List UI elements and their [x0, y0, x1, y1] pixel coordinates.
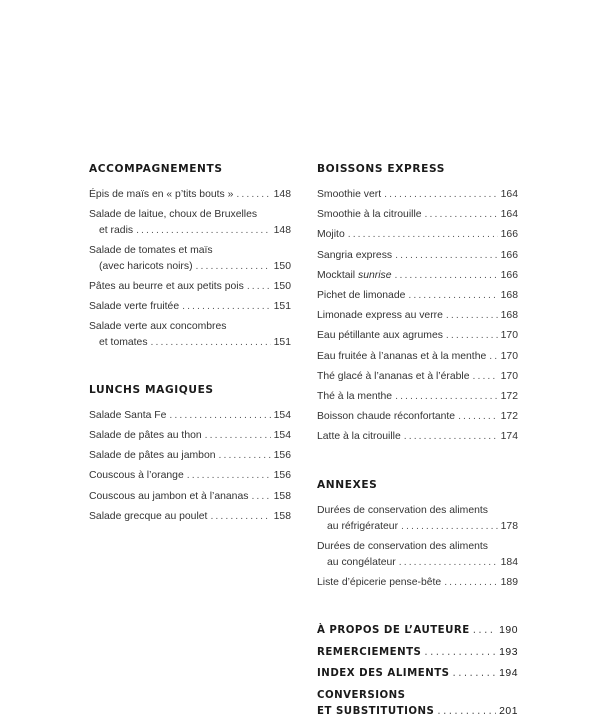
dot-leader [182, 299, 271, 315]
entry-title: (avec haricots noirs) [99, 260, 193, 272]
entry-title: Couscous à l’orange [89, 470, 184, 482]
page-number: 148 [273, 224, 291, 236]
dot-leader [395, 248, 498, 264]
entry-title: Smoothie vert [317, 189, 382, 200]
entry-title-line: Salade de laitue, choux de Bruxelles [89, 209, 258, 221]
page-number: 166 [500, 249, 518, 261]
section-boissons-express [317, 163, 518, 445]
dot-leader [399, 555, 498, 571]
toc-entry[interactable] [317, 409, 518, 425]
entry-title: Salade verte fruitée [89, 300, 180, 312]
page-number: 178 [500, 521, 518, 533]
dot-leader [473, 623, 496, 639]
entry-title-line: CONVERSIONS [317, 689, 406, 701]
page-number: 194 [499, 668, 518, 680]
entry-title: Pâtes au beurre et aux petits pois [89, 280, 244, 292]
entry-title [317, 268, 392, 284]
page-number: 201 [499, 705, 518, 717]
section-lunchs-magiques [89, 384, 291, 525]
entry-title: À PROPOS DE L’AUTEURE [317, 625, 470, 637]
dot-leader [489, 349, 497, 365]
section-heading: BOISSONS EXPRESS [317, 163, 445, 175]
toc-entry[interactable] [317, 389, 518, 405]
toc-entry[interactable] [89, 468, 291, 484]
toc-entry[interactable] [317, 227, 518, 243]
page-number: 150 [273, 260, 291, 272]
entry-title: au congélateur [327, 556, 396, 568]
toc-entry[interactable] [317, 503, 518, 534]
page-number: 193 [499, 646, 518, 658]
page-number: 166 [500, 269, 518, 281]
entry-title: Pichet de limonade [317, 289, 406, 301]
entry-title: Salade de pâtes au thon [89, 430, 202, 442]
page-number: 154 [273, 409, 291, 421]
entry-title-line: Durées de conservation des aliments [317, 541, 488, 553]
page-number: 172 [500, 390, 518, 402]
page-number: 151 [273, 336, 291, 348]
dot-leader [196, 259, 271, 275]
dot-leader [219, 448, 271, 464]
dot-leader [169, 408, 270, 424]
toc-entry[interactable] [89, 243, 291, 274]
section-accompagnements [89, 163, 291, 350]
entry-title-part: Mocktail [317, 269, 358, 281]
dot-leader [187, 468, 271, 484]
page-number: 158 [273, 490, 291, 502]
entry-title: Liste d’épicerie pense-bête [317, 577, 442, 588]
toc-entry[interactable] [317, 248, 518, 264]
page-number: 168 [500, 289, 518, 301]
entry-title: Limonade express au verre [317, 310, 443, 322]
entry-title: Thé à la menthe [317, 390, 393, 402]
toc-entry[interactable] [317, 328, 518, 344]
toc-entry[interactable] [317, 187, 518, 203]
toc-entry[interactable] [317, 349, 518, 365]
section-heading: ACCOMPAGNEMENTS [89, 163, 223, 175]
entry-title: Smoothie à la citrouille [317, 209, 422, 221]
dot-leader [251, 489, 270, 505]
section-back-matter [317, 623, 518, 719]
entry-title: ET SUBSTITUTIONS [317, 705, 435, 717]
dot-leader [437, 704, 496, 720]
toc-entry[interactable] [89, 428, 291, 444]
dot-leader [395, 389, 498, 405]
dot-leader [404, 429, 498, 445]
toc-entry[interactable] [317, 207, 518, 223]
entry-title: Sangria express [317, 249, 393, 261]
toc-right-column [317, 163, 518, 725]
page-number: 164 [500, 189, 518, 200]
page-number: 164 [500, 209, 518, 221]
dot-leader [384, 187, 498, 203]
entry-title: Eau pétillante aux agrumes [317, 330, 443, 342]
entry-title: Salade grecque au poulet [89, 510, 208, 522]
toc-entry[interactable] [317, 539, 518, 570]
dot-leader [408, 288, 497, 304]
dot-leader [425, 207, 498, 223]
dot-leader [446, 308, 498, 324]
dot-leader [446, 328, 498, 344]
toc-entry-thanks[interactable] [317, 645, 518, 661]
toc-entry-about[interactable] [317, 623, 518, 639]
page-number: 154 [273, 430, 291, 442]
page-number: 184 [500, 556, 518, 568]
toc-entry[interactable] [89, 279, 291, 295]
toc-left-column [89, 163, 291, 529]
dot-leader [458, 409, 498, 425]
page-number: 189 [500, 577, 518, 588]
page-number: 170 [500, 330, 518, 342]
toc-entry[interactable] [89, 408, 291, 424]
entry-title: Latte à la citrouille [317, 431, 401, 443]
toc-entry[interactable] [89, 319, 291, 350]
dot-leader [424, 645, 496, 661]
page-number: 170 [500, 350, 518, 362]
dot-leader [210, 509, 270, 525]
entry-title: au réfrigérateur [327, 521, 399, 533]
dot-leader [395, 268, 498, 284]
page-number: 172 [500, 411, 518, 423]
dot-leader [247, 279, 271, 295]
toc-entry[interactable] [89, 489, 291, 505]
dot-leader [453, 666, 497, 682]
page-number: 150 [273, 280, 291, 292]
toc-entry[interactable] [89, 509, 291, 525]
entry-title: Boisson chaude réconfortante [317, 411, 456, 423]
page-number: 151 [273, 300, 291, 312]
entry-title: INDEX DES ALIMENTS [317, 668, 450, 680]
page-number: 168 [500, 310, 518, 322]
entry-title: et radis [99, 224, 134, 236]
entry-title: Eau fruitée à l’ananas et à la menthe [317, 350, 487, 362]
page-number: 190 [499, 625, 518, 637]
dot-leader [401, 519, 498, 535]
dot-leader [205, 428, 271, 444]
dot-leader [348, 227, 498, 243]
toc-entry[interactable] [317, 308, 518, 324]
section-heading: ANNEXES [317, 479, 378, 492]
page-number: 166 [500, 229, 518, 241]
page-number: 170 [500, 370, 518, 382]
toc-entry[interactable] [317, 429, 518, 445]
entry-title: et tomates [99, 336, 148, 348]
entry-title: Mojito [317, 229, 345, 241]
entry-title: Salade Santa Fe [89, 409, 167, 421]
entry-title-italic: sunrise [358, 269, 392, 281]
entry-title: Salade de pâtes au jambon [89, 450, 216, 462]
entry-title-line: Salade verte aux concombres [89, 321, 227, 333]
entry-title-line: Durées de conservation des aliments [317, 505, 488, 517]
page-number: 148 [273, 189, 291, 200]
page-number: 156 [273, 450, 291, 462]
entry-title: Couscous au jambon et à l’ananas [89, 490, 249, 502]
dot-leader [136, 223, 271, 239]
dot-leader [473, 369, 498, 385]
toc-entry-conversions[interactable] [317, 688, 518, 719]
section-heading: LUNCHS MAGIQUES [89, 383, 214, 396]
page-number: 158 [273, 510, 291, 522]
entry-title: Thé glacé à l’ananas et à l’érable [317, 370, 470, 382]
toc-entry[interactable] [89, 207, 291, 238]
dot-leader [151, 335, 271, 351]
dot-leader [444, 575, 497, 591]
toc-entry[interactable] [317, 268, 518, 284]
toc-entry[interactable] [317, 575, 518, 591]
entry-title-line: Salade de tomates et maïs [89, 244, 213, 256]
toc-entry-index[interactable] [317, 666, 518, 682]
toc-entry[interactable] [89, 187, 291, 203]
toc-entry[interactable] [317, 288, 518, 304]
toc-entry[interactable] [89, 299, 291, 315]
section-annexes [317, 479, 518, 590]
toc-entry[interactable] [89, 448, 291, 464]
page-number: 174 [500, 431, 518, 443]
dot-leader [236, 187, 270, 203]
toc-entry[interactable] [317, 369, 518, 385]
entry-title: Épis de maïs en « p’tits bouts » [89, 189, 234, 200]
page-number: 156 [273, 470, 291, 482]
entry-title: REMERCIEMENTS [317, 646, 422, 658]
